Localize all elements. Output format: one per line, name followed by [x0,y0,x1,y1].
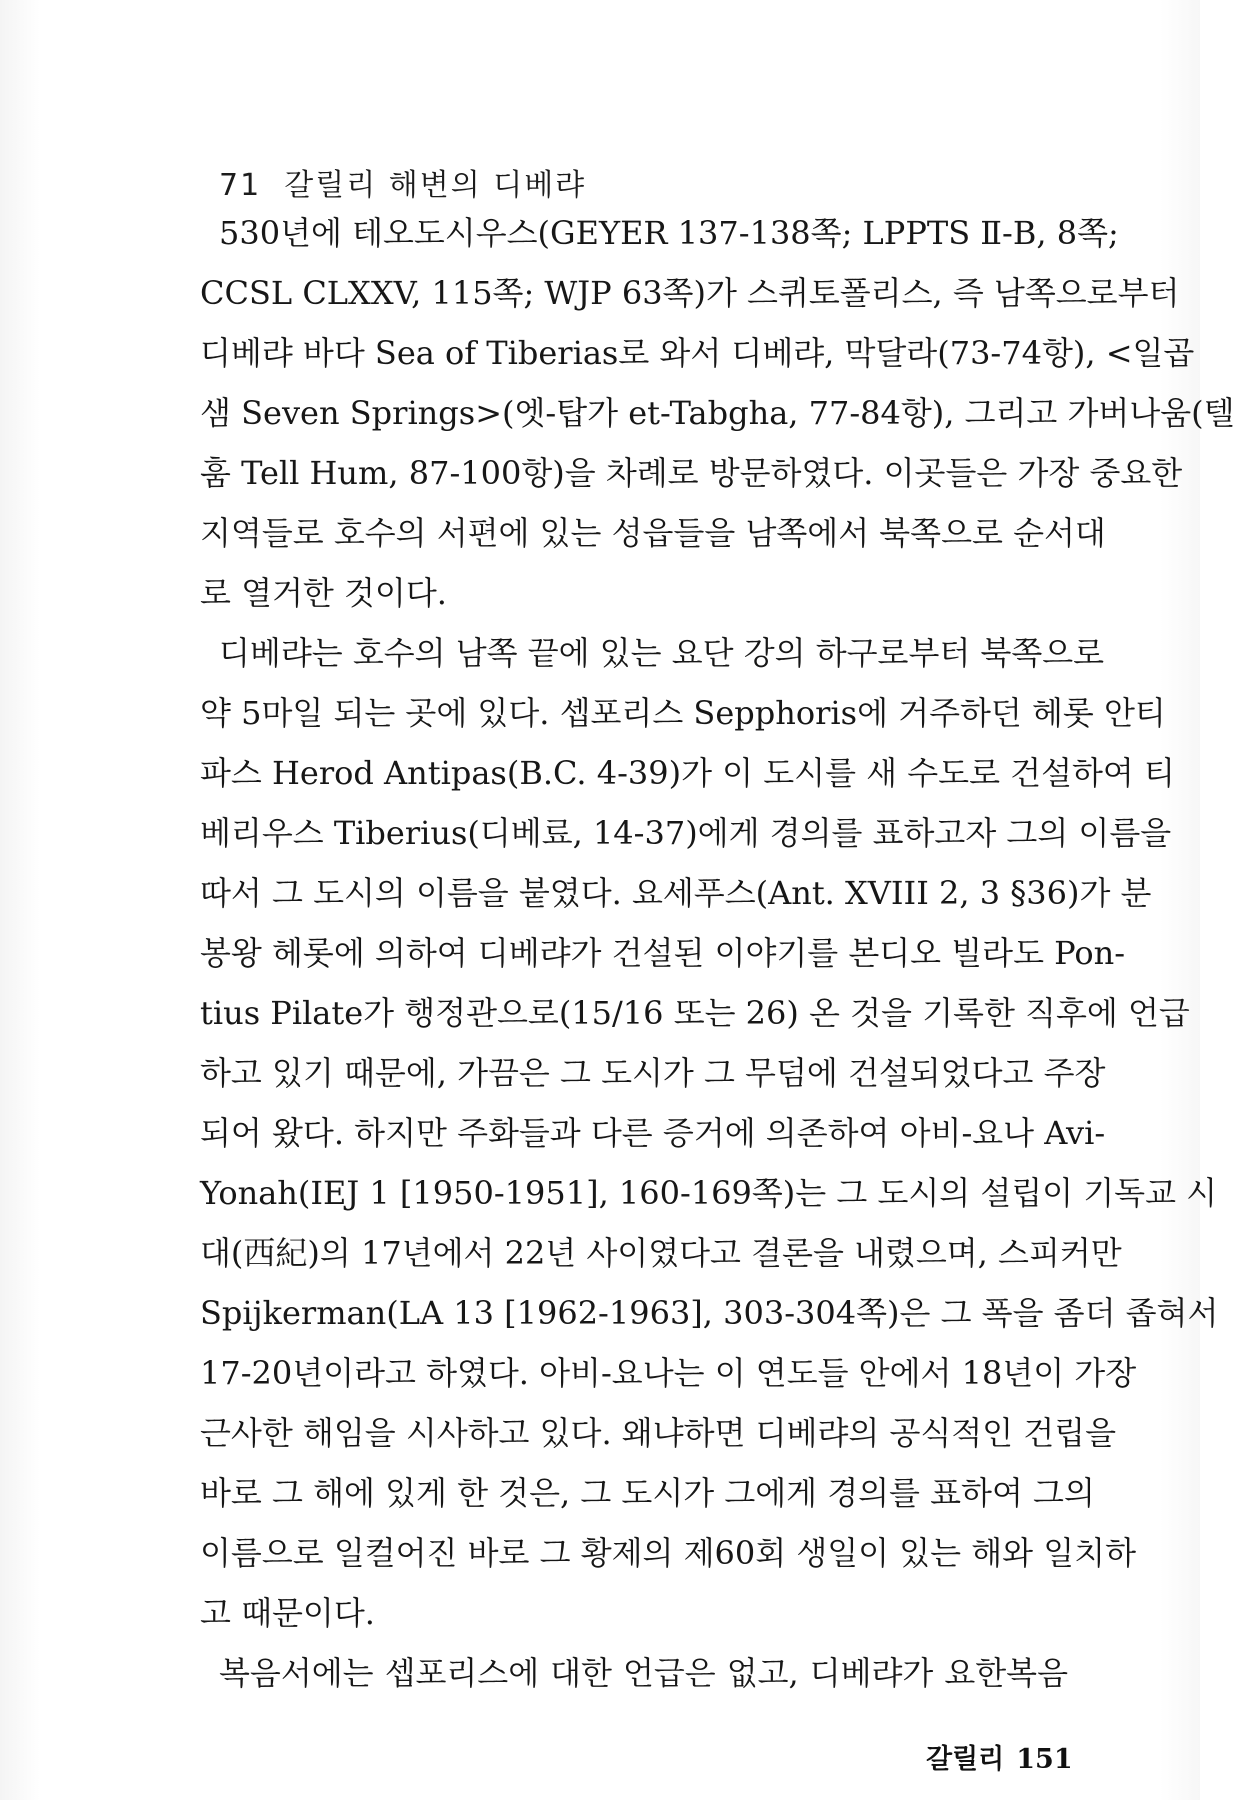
body-line: Spijkerman(LA 13 [1962-1963], 303-304쪽)은 그 폭을 좀더 좁혀서 [200,1294,1219,1332]
body-line: 디베랴 바다 Sea of Tiberias로 와서 디베랴, 막달라(73-74항), <일곱 [200,334,1195,372]
section-number: 71 [219,168,262,203]
body-line: 고 때문이다. [200,1594,375,1632]
body-line: Yonah(IEJ 1 [1950-1951], 160-169쪽)는 그 도시의 설립이 기독교 시 [200,1174,1218,1212]
body-line: 베리우스 Tiberius(디베료, 14-37)에게 경의를 표하고자 그의 이름을 [200,814,1172,852]
body-line: 바로 그 해에 있게 한 것은, 그 도시가 그에게 경의를 표하여 그의 [200,1474,1095,1512]
body-line: 530년에 테오도시우스(GEYER 137-138쪽; LPPTS Ⅱ-B, 8쪽; [219,214,1119,252]
page-number: 151 [1016,1744,1073,1775]
body-line: 로 열거한 것이다. [200,574,447,612]
body-line: 지역들로 호수의 서편에 있는 성읍들을 남쪽에서 북쪽으로 순서대 [200,514,1106,552]
body-line: 파스 Herod Antipas(B.C. 4-39)가 이 도시를 새 수도로 건설하여 티 [200,754,1175,792]
body-line: 복음서에는 셉포리스에 대한 언급은 없고, 디베랴가 요한복음 [219,1654,1068,1692]
body-line: CCSL CLXXV, 115쪽; WJP 63쪽)가 스퀴토폴리스, 즉 남쪽으로부터 [200,274,1180,312]
section-title: 갈릴리 해변의 디베랴 [284,168,587,203]
page-footer [926,1737,1073,1776]
body-line: 대(西紀)의 17년에서 22년 사이였다고 결론을 내렸으며, 스피커만 [200,1234,1122,1272]
body-line: 근사한 해임을 시사하고 있다. 왜냐하면 디베랴의 공식적인 건립을 [200,1414,1117,1452]
body-line: 훔 Tell Hum, 87-100항)을 차례로 방문하였다. 이곳들은 가장 중요한 [200,454,1183,492]
body-line: 디베랴는 호수의 남쪽 끝에 있는 요단 강의 하구로부터 북쪽으로 [219,634,1105,672]
running-head: 갈릴리 [926,1744,1005,1775]
body-line: 하고 있기 때문에, 가끔은 그 도시가 그 무덤에 건설되었다고 주장 [200,1054,1106,1092]
body-line: 샘 Seven Springs>(엣-탑가 et-Tabgha, 77-84항), 그리고 가버나움(텔 [200,394,1235,432]
body-line: 이름으로 일컬어진 바로 그 황제의 제60회 생일이 있는 해와 일치하 [200,1534,1136,1572]
body-line: 따서 그 도시의 이름을 붙였다. 요세푸스(Ant. XVIII 2, 3 §36)가 분 [200,874,1152,912]
body-line: 봉왕 헤롯에 의하여 디베랴가 건설된 이야기를 본디오 빌라도 Pon- [200,934,1126,972]
body-line: 되어 왔다. 하지만 주화들과 다른 증거에 의존하여 아비-요나 Avi- [200,1114,1106,1152]
body-line: tius Pilate가 행정관으로(15/16 또는 26) 온 것을 기록한 직후에 언급 [200,994,1190,1032]
body-line: 17-20년이라고 하였다. 아비-요나는 이 연도들 안에서 18년이 가장 [200,1354,1137,1392]
section-heading [219,160,586,204]
body-line: 약 5마일 되는 곳에 있다. 셉포리스 Sepphoris에 거주하던 헤롯 안티 [200,694,1166,732]
